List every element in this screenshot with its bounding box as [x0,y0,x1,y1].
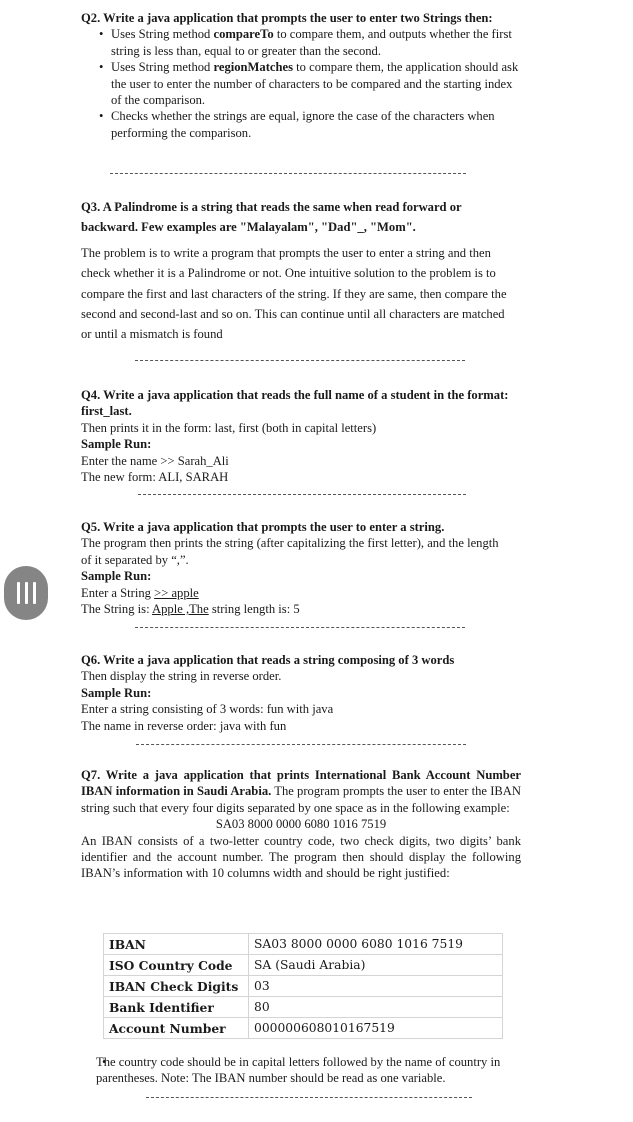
divider [146,1097,472,1098]
iban-field-label: ISO Country Code [104,955,249,976]
q4-line: Then prints it in the form: last, first (both in capital letters) [81,420,377,435]
q3-title: Q3. A Palindrome is a string that reads the same when read forward or backward. Few examples are "Malayalam", "Dad"_, "Mom". [81,200,462,234]
side-drag-handle[interactable] [4,566,48,620]
q4-run-2: The new form: ALI, SARAH [81,470,229,485]
q4-title: Q4. Write a java application that reads the full name of a student in the format: first_last. [81,388,509,419]
q6-run-1: Enter a string consisting of 3 words: fun with java [81,702,334,717]
q7-paragraph: An IBAN consists of a two-letter country code, two check digits, two digits’ bank identifier and the account number. The program then should display the following IBAN’s information with 10 columns width and should be right justified: [81,833,521,881]
q5-run-1-prompt: Enter a String [81,585,155,600]
q5-run-2-value: Apple ,The [152,602,209,617]
drag-grip-icon [17,582,36,604]
q2-bullet-list [81,26,521,141]
q7-iban-example: SA03 8000 0000 6080 1016 7519 [215,817,387,832]
divider [110,173,466,174]
iban-field-value: SA03 8000 0000 6080 1016 7519 [249,934,503,955]
q5-run-2-suffix: string length is: 5 [208,602,300,617]
iban-field-value: 80 [249,997,503,1018]
q2-bullet-2-method: regionMatches [213,60,294,75]
divider [136,744,466,745]
q2-bullet-1-post: to compare them, and outputs whether the first string is less than, equal to or greater than the second. [111,27,512,58]
q7-note-item: • The country code should be in capital letters followed by the name of country in parentheses. Note: The IBAN number should be read as one variable. [84,1054,524,1087]
iban-info-table [103,933,503,1039]
q5-line: The program then prints the string (after capitalizing the first letter), and the length of it separated by “,”. [81,536,499,567]
q2-bullet-2 [81,59,521,108]
iban-field-value: 000000608010167519 [249,1018,503,1039]
iban-field-label: IBAN [104,934,249,955]
q7-note [84,1054,524,1087]
q2-title: Q2. Write a java application that prompts the user to enter two Strings then: [81,11,493,25]
q6-run-2: The name in reverse order: java with fun [81,718,287,733]
q2-bullet-3: • Checks whether the strings are equal, ignore the case of the characters when performing the comparison. [81,108,521,141]
iban-table-row [104,1018,503,1039]
divider [135,627,465,628]
q4-run-1: Enter the name >> Sarah_Ali [81,453,229,468]
question-3 [81,198,513,344]
iban-field-label: IBAN Check Digits [104,976,249,997]
iban-field-label: Bank Identifier [104,997,249,1018]
divider [135,360,465,361]
iban-field-label: Account Number [104,1018,249,1039]
iban-table-body [104,934,503,1039]
q5-run-2 [81,601,509,617]
iban-table-row [104,976,503,997]
question-6 [81,652,513,734]
iban-table-row [104,997,503,1018]
q7-intro-text: The program prompts the user to enter the IBAN string such that every four digits separated by one space as in the following example: [81,784,521,815]
q5-run-2-prefix: The String is: [81,602,153,617]
q6-line: Then display the string in reverse order. [81,669,282,684]
q4-sample-label: Sample Run: [81,437,152,452]
q7-title: Q7. Write a java application that prints International Bank Account Number IBAN information in Saudi Arabia. [81,768,521,799]
q7-intro [81,767,521,816]
q2-bullet-2-post: to compare them, the application should ask the user to enter the number of characters to be compared and the starting index of the comparison. [111,60,519,108]
question-7 [81,767,521,882]
q5-sample-label: Sample Run: [81,569,152,584]
iban-field-value: 03 [249,976,503,997]
q2-bullet-2-pre: Uses String method [111,60,214,75]
iban-field-value: SA (Saudi Arabia) [249,955,503,976]
question-2 [81,10,521,141]
q3-body: The problem is to write a program that prompts the user to enter a string and then check whether it is a Palindrome or not. One intuitive solution to the problem is to compare the first and last characters of the string. If they are same, then compare the second and second-last and so on. This can continue until all characters are matched or until a mismatch is found [81,246,507,342]
iban-table-row [104,955,503,976]
q7-note-list [84,1054,524,1087]
iban-table-row [104,934,503,955]
q6-title: Q6. Write a java application that reads a string composing of 3 words [81,653,455,667]
q5-run-1-input: >> apple [154,585,199,600]
question-4 [81,387,513,485]
q5-title: Q5. Write a java application that prompts the user to enter a string. [81,520,445,534]
question-5 [81,519,509,617]
q5-run-1 [81,585,509,601]
q2-bullet-1 [81,26,521,59]
q2-bullet-1-method: compareTo [213,27,274,42]
q6-sample-label: Sample Run: [81,685,152,700]
q2-bullet-1-pre: Uses String method [111,27,214,42]
divider [138,494,466,495]
